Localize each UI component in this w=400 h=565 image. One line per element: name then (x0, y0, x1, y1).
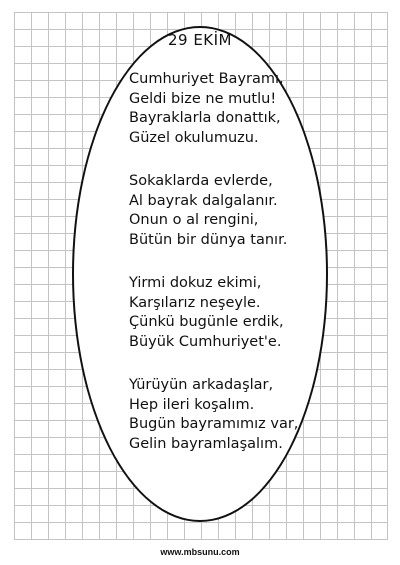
poem-line: Sokaklarda evlerde, (129, 173, 273, 189)
poem-line: Bayraklarla donattık, (129, 110, 281, 126)
poem-line: Hep ileri koşalım. (129, 396, 255, 413)
poem-line: Karşılarız neşeyle. (129, 294, 261, 311)
poem-line: Al bayrak dalgalanır. (129, 192, 278, 209)
poem-line: Geldi bize ne mutlu! (129, 90, 277, 107)
poem-body (129, 70, 319, 454)
poem-line: Cumhuriyet Bayramı, (129, 71, 284, 87)
poem-line: Yirmi dokuz ekimi, (129, 275, 262, 291)
poem-line: Güzel okulumuzu. (129, 129, 259, 146)
stanza (129, 172, 319, 250)
poem-line: Gelin bayramlaşalım. (129, 435, 283, 452)
stanza (129, 70, 319, 148)
poem-line: Yürüyün arkadaşlar, (129, 377, 274, 393)
poem-line: Bütün bir dünya tanır. (129, 231, 288, 248)
poem-line: Büyük Cumhuriyet'e. (129, 333, 282, 350)
website-footer: www.mbsunu.com (160, 547, 240, 557)
stanza (129, 274, 319, 352)
poem-line: Çünkü bugünle erdik, (129, 314, 284, 330)
poem-title: 29 EKİM (167, 31, 233, 49)
poem-line: Onun o al rengini, (129, 212, 259, 228)
stanza (129, 376, 319, 454)
poem-line: Bugün bayramımız var, (129, 416, 299, 432)
